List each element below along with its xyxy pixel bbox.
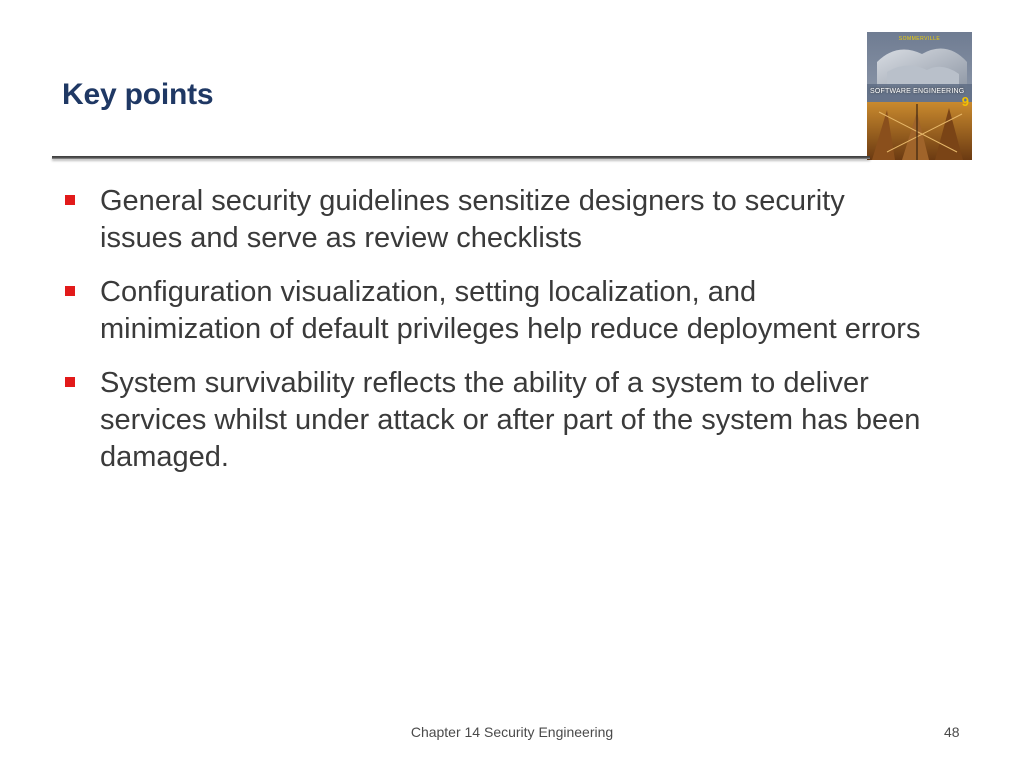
square-bullet-icon: [65, 195, 75, 205]
list-item: [62, 183, 922, 257]
book-cover-artwork: [867, 32, 972, 160]
cover-author: SOMMERVILLE: [898, 36, 941, 42]
square-bullet-icon: [65, 286, 75, 296]
book-cover-image: [867, 32, 972, 160]
title-divider: [52, 156, 870, 159]
bullet-list: [62, 183, 922, 493]
footer-chapter: Chapter 14 Security Engineering: [410, 724, 614, 740]
bullet-text: General security guidelines sensitize designers to security issues and serve as review checklists: [100, 185, 845, 254]
bullet-text: Configuration visualization, setting localization, and minimization of default privileges help reduce deployment errors: [100, 276, 921, 345]
page-number: 48: [944, 724, 960, 740]
cover-edition: 9: [961, 94, 969, 109]
cover-caption: SOFTWARE ENGINEERING: [870, 88, 965, 95]
list-item: [62, 365, 922, 476]
slide-title: Key points: [62, 78, 214, 111]
list-item: [62, 274, 922, 348]
bullet-text: System survivability reflects the ability of a system to deliver services whilst under attack or after part of the system has been damaged.: [100, 367, 921, 473]
square-bullet-icon: [65, 377, 75, 387]
